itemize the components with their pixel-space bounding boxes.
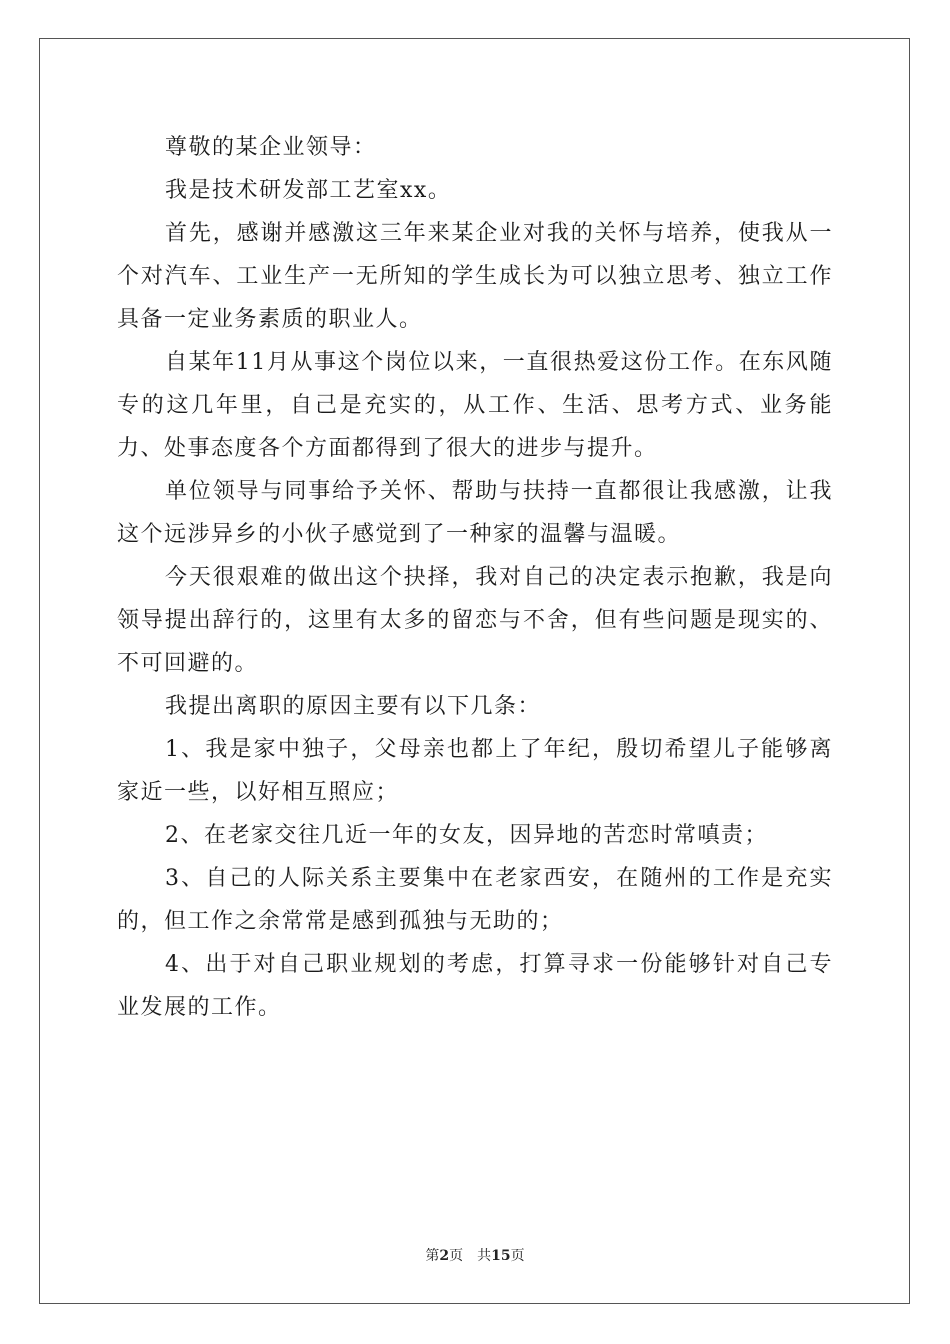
reason-item: 3、自己的人际关系主要集中在老家西安，在随州的工作是充实的，但工作之余常常是感到孤独与无助的； xyxy=(117,866,833,934)
body-paragraph: 单位领导与同事给予关怀、帮助与扶持一直都很让我感激，让我这个远涉异乡的小伙子感觉到了一种家的温馨与温暖。 xyxy=(117,479,833,547)
reasons-intro: 我提出离职的原因主要有以下几条： xyxy=(165,694,542,719)
total-suffix: 页 xyxy=(510,1248,525,1264)
page-footer xyxy=(0,1247,950,1265)
salutation: 尊敬的某企业领导： xyxy=(165,135,377,160)
body-paragraph: 今天很艰难的做出这个抉择，我对自己的决定表示抱歉，我是向领导提出辞行的，这里有太多的留恋与不舍，但有些问题是现实的、不可回避的。 xyxy=(117,565,833,676)
total-prefix: 共 xyxy=(477,1248,492,1264)
body-paragraph: 首先，感谢并感激这三年来某企业对我的关怀与培养，使我从一个对汽车、工业生产一无所知的学生成长为可以独立思考、独立工作具备一定业务素质的职业人。 xyxy=(117,221,833,332)
self-introduction: 我是技术研发部工艺室xx。 xyxy=(165,178,452,203)
page-suffix: 页 xyxy=(449,1248,464,1264)
reason-item: 4、出于对自己职业规划的考虑，打算寻求一份能够针对自己专业发展的工作。 xyxy=(117,952,833,1020)
reason-item: 1、我是家中独子，父母亲也都上了年纪，殷切希望儿子能够离家近一些，以好相互照应； xyxy=(117,737,833,805)
total-page-count: 15 xyxy=(491,1248,511,1264)
letter-body xyxy=(117,126,833,1029)
reason-item: 2、在老家交往几近一年的女友，因异地的苦恋时常嗔责； xyxy=(165,823,768,848)
body-paragraph: 自某年11月从事这个岗位以来，一直很热爱这份工作。在东风随专的这几年里，自己是充实的，从工作、生活、思考方式、业务能力、处事态度各个方面都得到了很大的进步与提升。 xyxy=(117,350,833,461)
current-page-number: 2 xyxy=(439,1248,450,1264)
page-prefix: 第 xyxy=(425,1248,440,1264)
